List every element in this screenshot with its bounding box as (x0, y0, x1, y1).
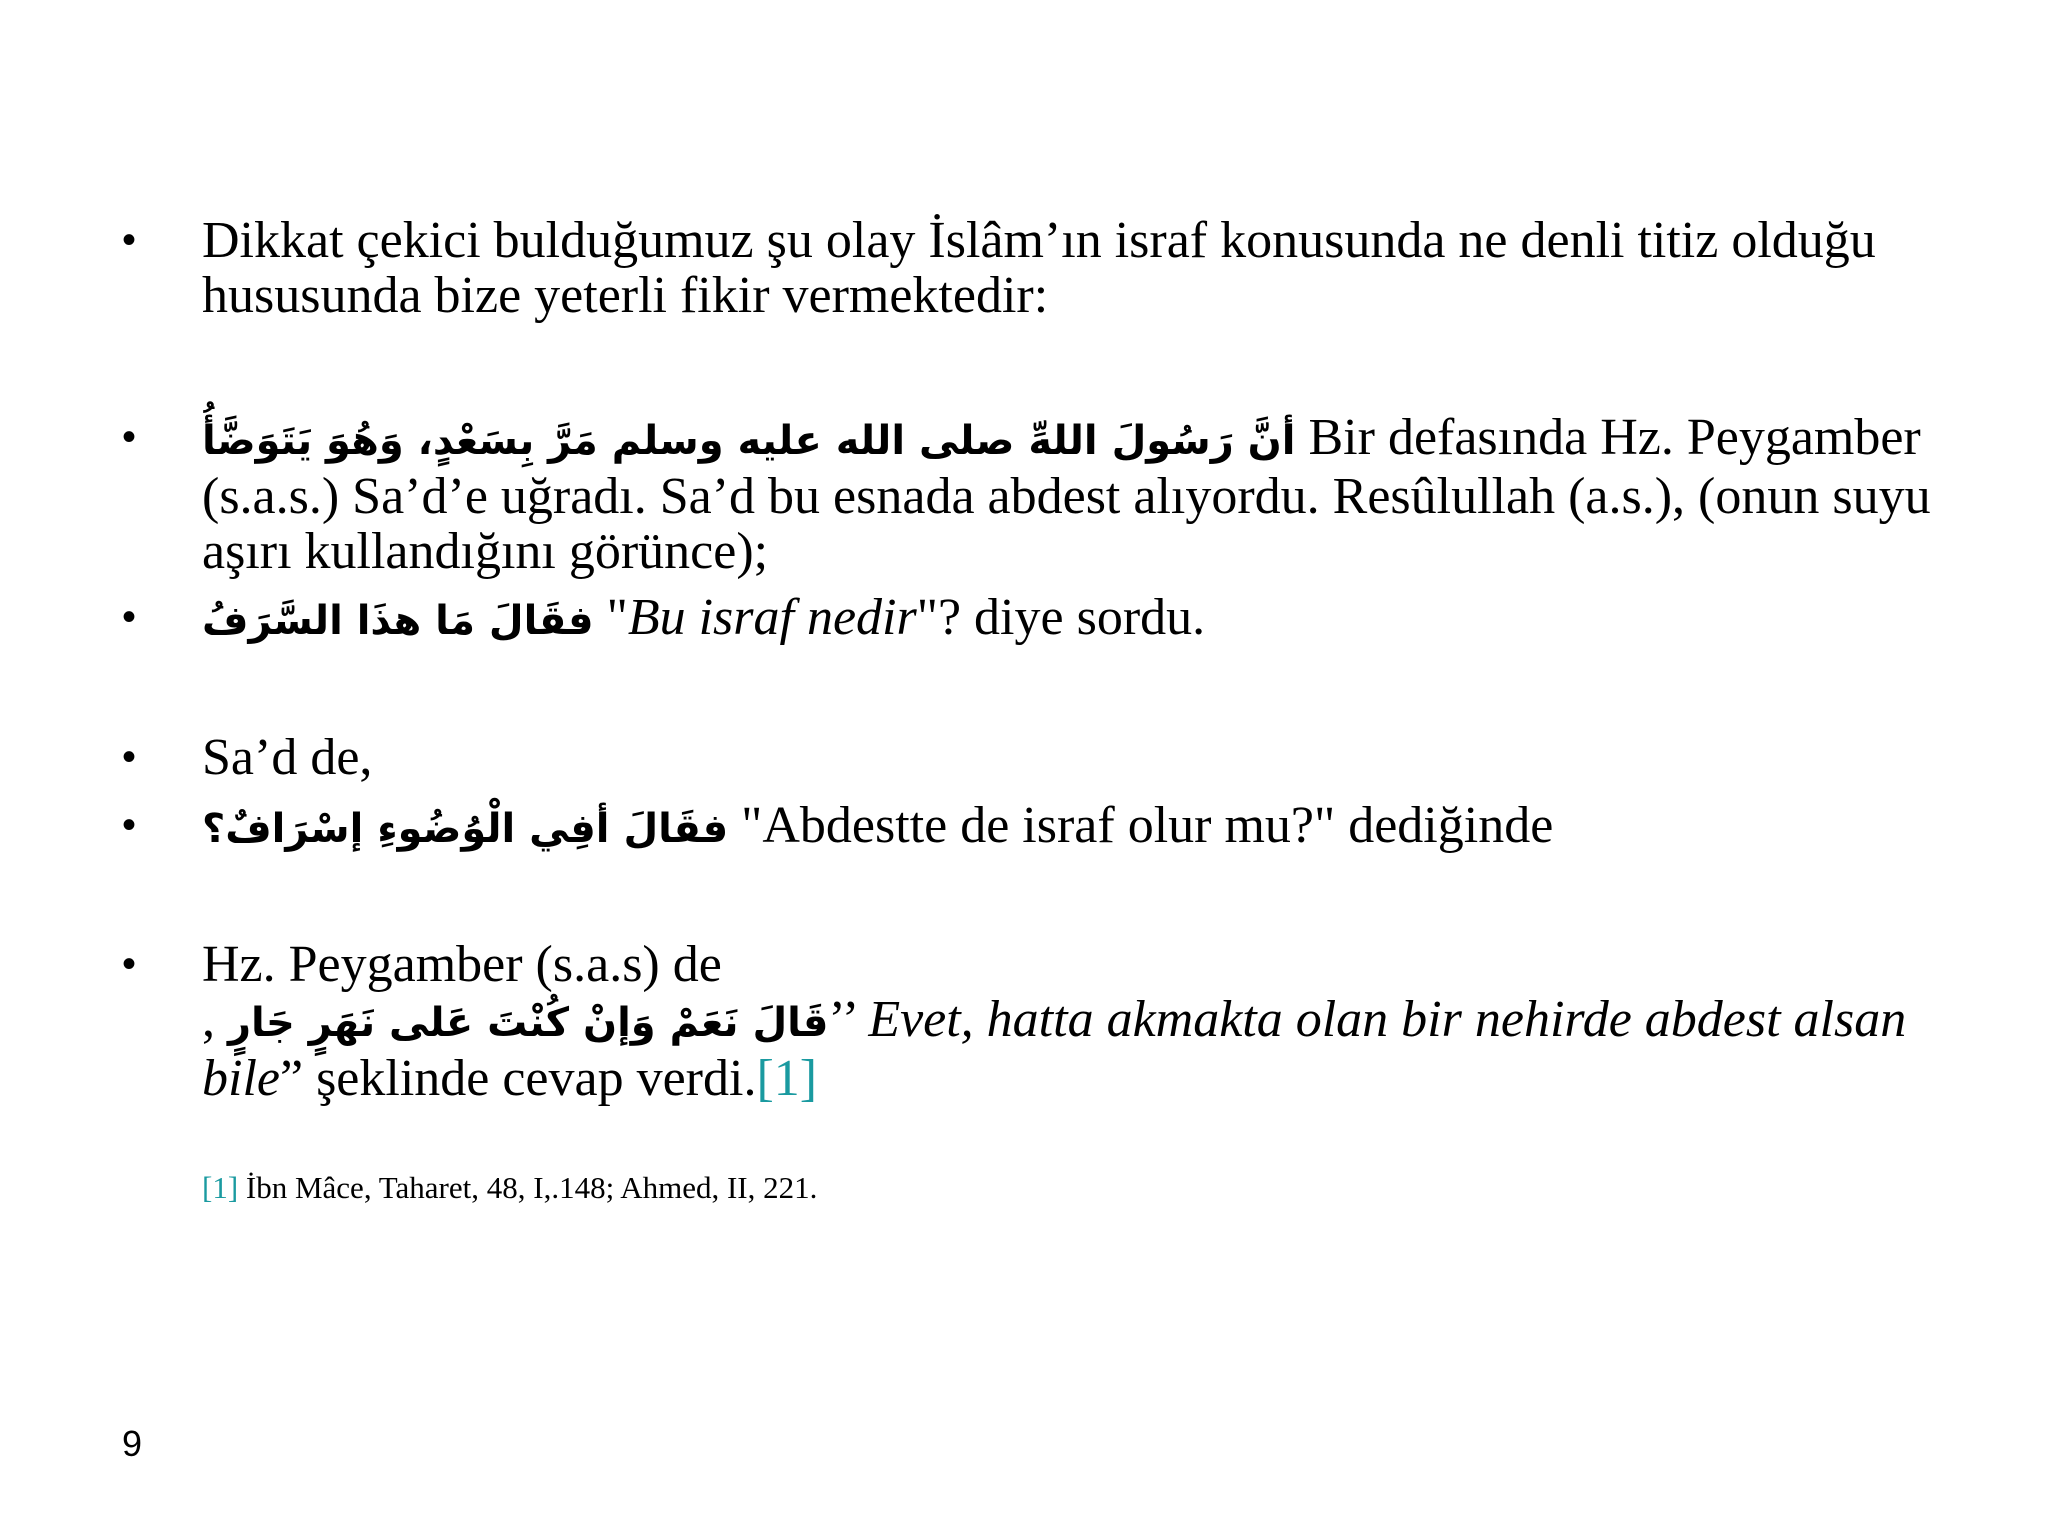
prophet-line: Hz. Peygamber (s.a.s) de (202, 936, 722, 993)
arabic-quote: فقَالَ مَا هذَا السَّرَفُ (202, 598, 594, 644)
answer-closing: ” şeklinde cevap verdi. (279, 1050, 757, 1107)
question-text: "Abdestte de israf olur mu?" dediğinde (728, 797, 1554, 854)
comma: , (202, 991, 228, 1048)
intro-text: Dikkat çekici bulduğumuz şu olay İslâm’ın israf konusunda ne denli titiz olduğu hususunda bize yeterli fikir vermektedir: (202, 212, 1876, 324)
bullet-symbol: • (122, 218, 137, 262)
question-text: "? diye sordu. (916, 589, 1206, 646)
bullet-text (202, 213, 2002, 323)
quote-open: " (593, 589, 628, 646)
page-number: 9 (122, 1423, 143, 1464)
italic-translation: Evet, hatta akmakta olan bir nehirde abdest alsan bile (202, 991, 1907, 1107)
answer-text (202, 992, 2002, 1106)
bullet-text (202, 410, 2002, 579)
bullet-text (202, 798, 2002, 857)
bullet-text (202, 937, 2002, 1106)
sad-text: Sa’d de, (202, 729, 373, 786)
bullet-symbol: • (122, 595, 137, 639)
arabic-quote: فقَالَ أفِي الْوُضُوءِ إسْرَافٌ؟ (202, 806, 729, 852)
bullet-symbol: • (122, 735, 137, 779)
arabic-quote: أنَّ رَسُولَ اللهِّ صلى الله عليه وسلم مَرَّ بِسَعْدٍ، وَهُوَ يَتَوَضَّأُ (202, 418, 1296, 464)
footnote-ref[interactable]: [1] (202, 1170, 239, 1205)
bullet-text (202, 590, 2002, 649)
bullet-text (202, 730, 2002, 785)
reference-link[interactable]: [1] (756, 1050, 818, 1107)
bullet-symbol: • (122, 415, 137, 459)
bullet-symbol: • (122, 803, 137, 847)
footnote (202, 1168, 817, 1208)
italic-translation: Bu israf nedir (627, 589, 917, 646)
quote-open: ’’ (828, 991, 869, 1048)
footnote-text: İbn Mâce, Taharet, 48, I,.148; Ahmed, II, 221. (238, 1170, 818, 1205)
narration-text: Bir defasında Hz. Peygamber (s.a.s.) Sa’d’e uğradı. Sa’d bu esnada abdest alıyordu. Resûlullah (a.s.), (onun suyu aşırı kullandığını görünce); (202, 409, 1931, 580)
bullet-symbol: • (122, 942, 137, 986)
arabic-quote: قَالَ نَعَمْ وَإنْ كُنْتَ عَلى نَهَرٍ جَارٍ (228, 1000, 829, 1046)
